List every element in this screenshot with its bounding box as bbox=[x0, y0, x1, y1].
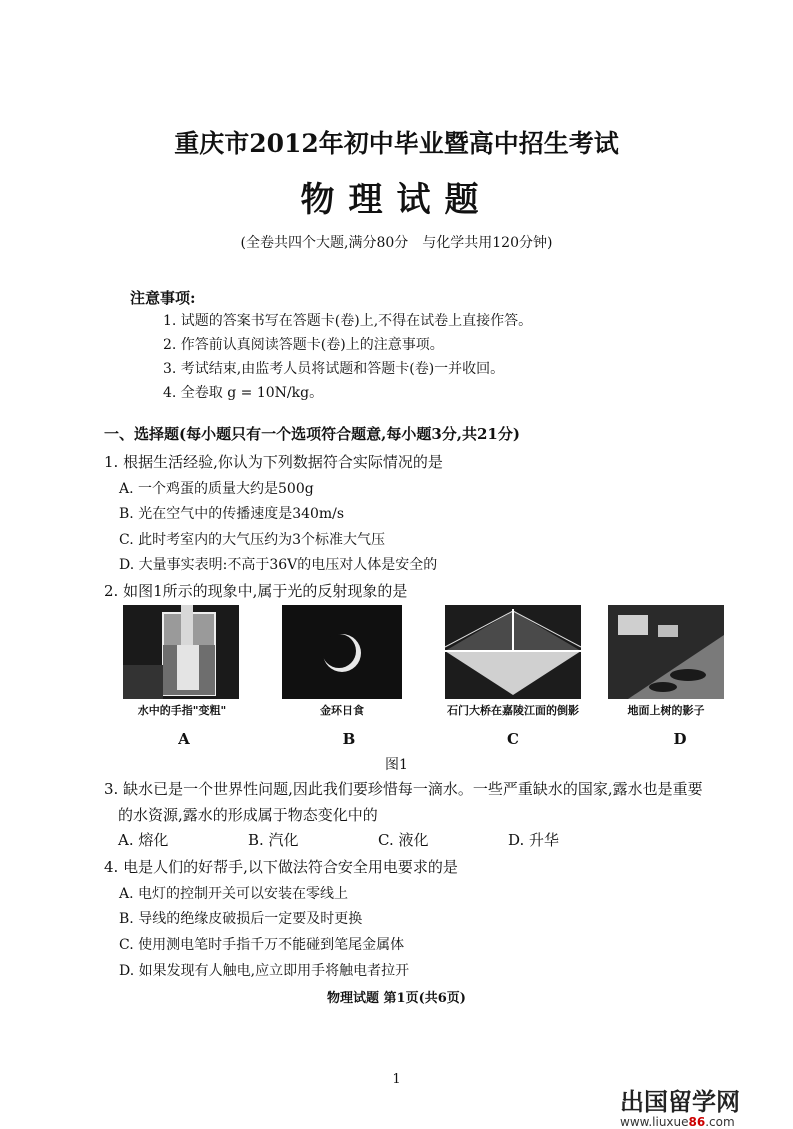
question-1-option-d: D. 大量事实表明:不高于36V的电压对人体是安全的 bbox=[119, 557, 438, 573]
figure-label: 图1 bbox=[385, 757, 408, 773]
figure-d-letter: D bbox=[673, 730, 687, 748]
question-3-stem-line1: 3. 缺水已是一个世界性问题,因此我们要珍惜每一滴水。一些严重缺水的国家,露水也是重要 bbox=[104, 780, 703, 798]
question-4-option-a: A. 电灯的控制开关可以安装在零线上 bbox=[119, 886, 349, 902]
figure-b-photo bbox=[282, 605, 402, 699]
question-3-option-b: B. 汽化 bbox=[248, 831, 299, 849]
watermark-url: www.liuxue86.com bbox=[620, 1115, 735, 1129]
figure-a-caption: 水中的手指"变粗" bbox=[137, 704, 227, 717]
notice-heading: 注意事项: bbox=[130, 289, 196, 307]
question-3-option-c: C. 液化 bbox=[378, 831, 429, 849]
figure-c-photo bbox=[445, 605, 581, 699]
notice-item: 1. 试题的答案书写在答题卡(卷)上,不得在试卷上直接作答。 bbox=[163, 313, 533, 329]
subject-title: 物理试题 bbox=[300, 180, 493, 220]
watermark-text: 出国留学网 bbox=[620, 1088, 740, 1116]
page-footer: 物理试题 第1页(共6页) bbox=[327, 991, 466, 1006]
figure-b-letter: B bbox=[342, 730, 356, 748]
exam-subnote: (全卷共四个大题,满分80分 与化学共用120分钟) bbox=[240, 235, 553, 251]
notice-item: 4. 全卷取 g = 10N/kg。 bbox=[163, 385, 324, 401]
question-4-stem: 4. 电是人们的好帮手,以下做法符合安全用电要求的是 bbox=[104, 858, 458, 876]
page-number: 1 bbox=[392, 1072, 401, 1087]
figure-c-caption: 石门大桥在嘉陵江面的倒影 bbox=[447, 704, 579, 717]
exam-title: 重庆市2012年初中毕业暨高中招生考试 bbox=[174, 129, 619, 158]
question-2-stem: 2. 如图1所示的现象中,属于光的反射现象的是 bbox=[104, 582, 408, 600]
notice-item: 3. 考试结束,由监考人员将试题和答题卡(卷)一并收回。 bbox=[163, 361, 505, 377]
question-3-options bbox=[118, 829, 638, 850]
question-4-option-c: C. 使用测电笔时手指千万不能碰到笔尾金属体 bbox=[119, 937, 405, 953]
question-1-option-c: C. 此时考室内的大气压约为3个标准大气压 bbox=[119, 532, 386, 548]
question-4-option-b: B. 导线的绝缘皮破损后一定要及时更换 bbox=[119, 911, 363, 927]
figure-d-photo bbox=[608, 605, 724, 699]
figure-a-photo bbox=[123, 605, 239, 699]
section-heading: 一、选择题(每小题只有一个选项符合题意,每小题3分,共21分) bbox=[104, 425, 520, 443]
question-1-option-a: A. 一个鸡蛋的质量大约是500g bbox=[119, 481, 314, 497]
question-3-stem-line2: 的水资源,露水的形成属于物态变化中的 bbox=[118, 806, 378, 824]
figure-d-caption: 地面上树的影子 bbox=[627, 704, 705, 717]
question-1-option-b: B. 光在空气中的传播速度是340m/s bbox=[119, 506, 345, 522]
figure-b-caption: 金环日食 bbox=[320, 704, 364, 717]
figure-c-letter: C bbox=[507, 730, 519, 748]
question-3-option-a: A. 熔化 bbox=[118, 831, 169, 849]
question-3-option-d: D. 升华 bbox=[508, 831, 560, 849]
question-4-option-d: D. 如果发现有人触电,应立即用手将触电者拉开 bbox=[119, 963, 410, 979]
question-1-stem: 1. 根据生活经验,你认为下列数据符合实际情况的是 bbox=[104, 453, 443, 471]
notice-item: 2. 作答前认真阅读答题卡(卷)上的注意事项。 bbox=[163, 337, 444, 353]
figure-a-letter: A bbox=[178, 730, 190, 748]
